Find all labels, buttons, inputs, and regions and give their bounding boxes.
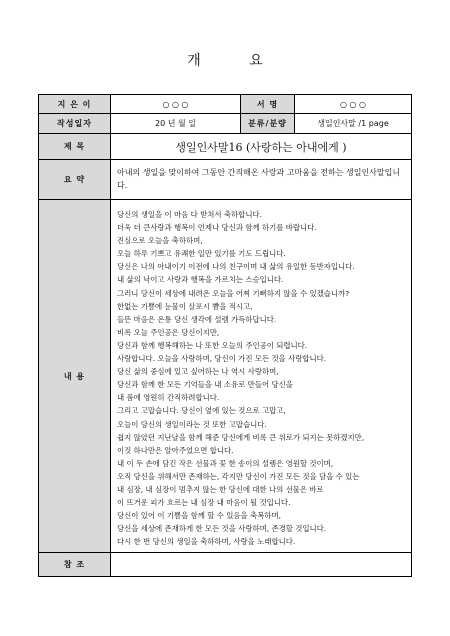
content-lines xyxy=(117,208,406,548)
content-line: 내 품에 영원히 간직하려합니다. xyxy=(117,393,220,403)
summary-value: 아내의 생일을 맞이하여 그동안 간직해온 사랑과 고마움을 전하는 생일인사말입니다. xyxy=(111,160,412,200)
content-line: 사랑합니다. 오늘을 사랑하며, 당신이 가진 모든 것을 사랑합니다. xyxy=(117,354,327,364)
date-row xyxy=(39,114,412,134)
date-label: 작성일자 xyxy=(39,114,111,134)
summary-label: 요 약 xyxy=(39,160,111,200)
content-line: 오직 당신을 위해서만 존재하는, 각지만 당신이 가진 모든 것을 담을 수 있는 xyxy=(117,471,360,481)
content-line: 이 뜨거운 피가 흐르는 내 심장 내 마음이 될 것입니다. xyxy=(117,498,291,508)
content-row xyxy=(39,200,412,553)
document-title: 개 요 xyxy=(187,53,285,69)
content-line: 그리고 고맙습니다. 당신이 옆에 있는 것으로 고맙고, xyxy=(117,406,286,416)
subject-row xyxy=(39,134,412,160)
content-line: 그러니 당신이 세상에 내려온 오늘을 어찌 기뻐하지 않을 수 있겠습니까? xyxy=(117,288,350,298)
signature-value: ○ ○ ○ xyxy=(295,95,412,114)
content-line: 당신 삶의 중심에 있고 싶어하는 나 역시 사랑하며, xyxy=(117,367,279,377)
content-line: 한없는 기쁨에 눈물이 살포시 뺨을 적시고, xyxy=(117,301,253,311)
content-line: 다시 한 번 당신의 생일을 축하하며, 사랑을 노래합니다. xyxy=(117,537,296,547)
content-line: 내 이 두 손에 담긴 작은 선물과 꽃 한 송이의 설렘은 영원할 것이며, xyxy=(117,458,334,468)
content-line: 당신과 함께 한 모든 기억들을 내 소유로 만들어 당신을 xyxy=(117,380,293,390)
author-label: 지 은 이 xyxy=(39,95,111,114)
content-line: 비록 오늘 주인공은 당신이지만, xyxy=(117,327,220,337)
content-line: 내 삶의 낙이고 사랑과 행복을 가르치는 스승입니다. xyxy=(117,275,284,285)
content-line: 오늘이 당신의 생일이라는 것 또한 고맙습니다. xyxy=(117,419,267,429)
content-line: 당신과 함께 행복해하는 나 또한 오늘의 주인공이 되렵니다. xyxy=(117,340,308,350)
content-line: 들뜬 마음은 온통 당신 생각에 설렘 가득하답니다. xyxy=(117,314,277,324)
content-line: 쉽지 않았던 지난날을 함께 해준 당신에게 비록 큰 위로가 되지는 못하겠지만, xyxy=(117,432,365,442)
reference-label: 참 조 xyxy=(39,553,111,577)
reference-value xyxy=(111,553,412,577)
content-line: 더욱 더 큰사랑과 행복이 언제나 당신과 함께 하기를 바랍니다. xyxy=(117,223,317,233)
content-line: 당신의 생일을 이 마음 다 받쳐서 축하합니다. xyxy=(117,210,262,219)
category-value: 생일인사말 /1 page xyxy=(295,114,412,134)
content-line: 오늘 하루 기쁘고 유쾌한 일만 있기를 기도 드립니다. xyxy=(117,249,286,259)
reference-row xyxy=(39,553,412,577)
summary-row xyxy=(39,160,412,200)
category-label: 분류/분량 xyxy=(241,114,295,134)
author-value: ○ ○ ○ xyxy=(111,95,241,114)
signature-label: 서 명 xyxy=(241,95,295,114)
content-line: 당신이 있어 이 기쁨을 함께 할 수 있음을 축복하며, xyxy=(117,511,281,521)
content-line: 당신은 나의 아내이기 이전에 나의 친구이며 내 삶의 유일한 동반자입니다. xyxy=(117,262,355,272)
subject-value: 생일인사말16 (사랑하는 아내에게 ) xyxy=(111,134,412,160)
subject-label: 제 목 xyxy=(39,134,111,160)
content-line: 진심으로 오늘을 축하하며, xyxy=(117,236,203,246)
content-line: 내 심장, 내 심장이 멈추지 않는 한 당신에 대한 나의 선물은 바로 xyxy=(117,484,324,494)
summary-form-table xyxy=(38,94,412,577)
content-body xyxy=(111,200,412,553)
content-line: 당신을 세상에 존재하게 한 모든 것을 사랑하며, 존경할 것입니다. xyxy=(117,524,327,534)
author-row xyxy=(39,95,412,114)
content-label: 내 용 xyxy=(39,200,111,553)
content-line: 이것 하나만은 알아주었으면 합니다. xyxy=(117,445,234,455)
date-value: 20 년 월 일 xyxy=(111,114,241,134)
